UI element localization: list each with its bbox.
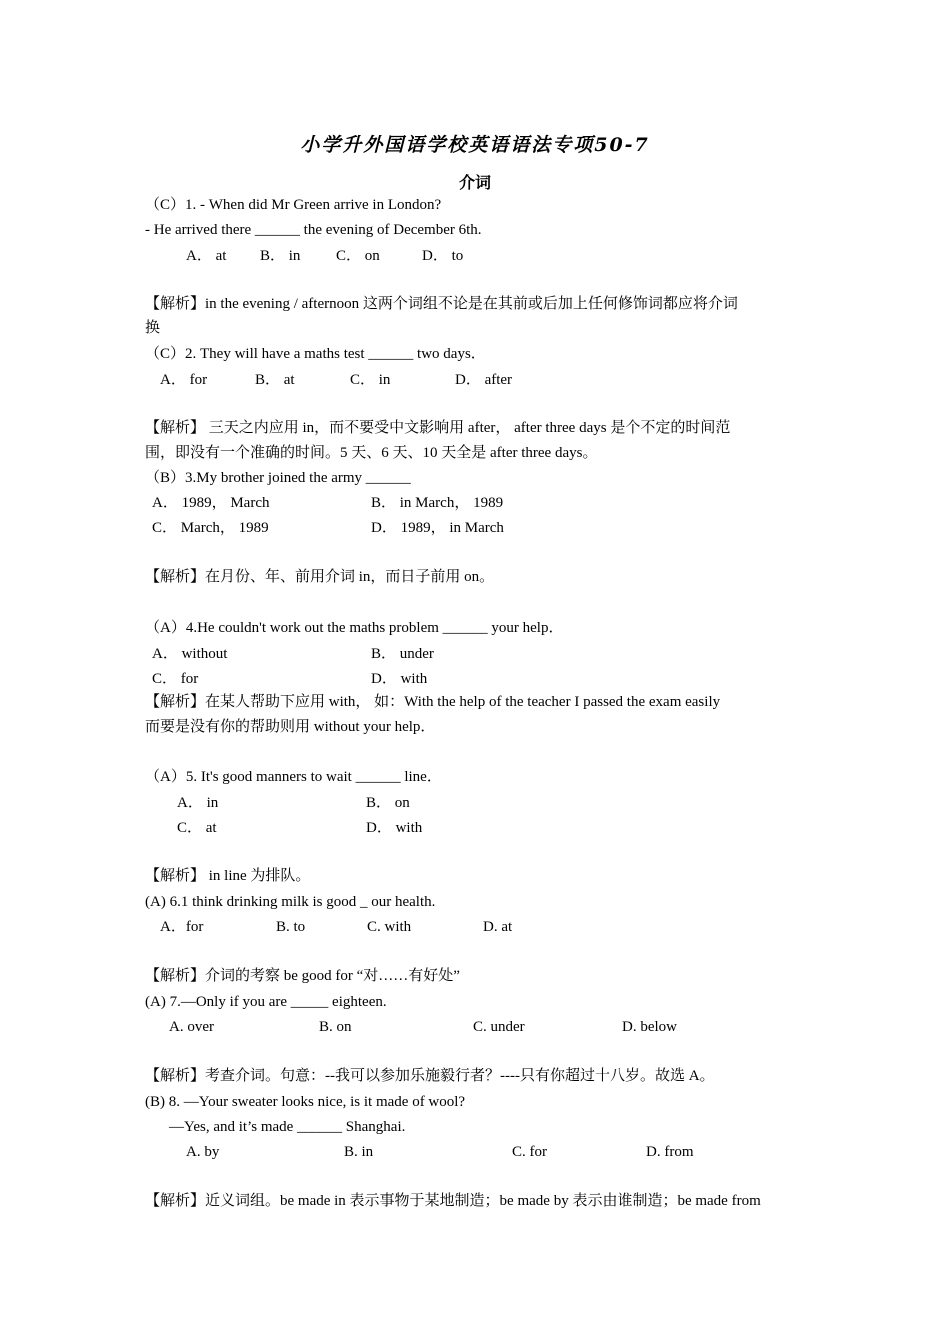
question-7-explanation: 【解析】考查介词。句意：--我可以参加乐施毅行者？----只有你超过十八岁。故选 A。 [145,1068,715,1084]
question-5-text: （A）5. It's good manners to wait ______ line． [145,769,442,785]
question-1-explanation-cont: 换 [145,320,161,336]
question-3-option-b: B． in March， 1989 [371,495,504,511]
question-1-option-b: B． in [260,248,301,264]
section-title: 介词 [458,173,491,192]
question-2-option-c: C． in [350,372,391,388]
question-7-option-b: B. on [319,1019,352,1035]
question-3-explanation: 【解析】在月份、年、前用介词 in，而日子前用 on。 [145,569,495,585]
question-5-option-c: C． at [177,820,217,836]
question-1-option-a: A． at [186,248,227,264]
question-3-option-a: A． 1989， March [152,495,270,511]
question-7-option-d: D. below [622,1019,677,1035]
question-4-option-c: C． for [152,671,199,687]
question-8-option-d: D. from [646,1144,694,1160]
question-5-explanation: 【解析】 in line 为排队。 [145,868,311,884]
question-4-option-d: D． with [371,671,428,687]
question-6-option-a: A．for [160,919,204,935]
question-5-option-b: B． on [366,795,410,811]
question-7-option-a: A. over [169,1019,214,1035]
question-5-option-d: D． with [366,820,423,836]
question-2-explanation-cont: 围，即没有一个准确的时间。5 天、6 天、10 天全是 after three days。 [145,445,598,461]
question-5-option-a: A． in [177,795,219,811]
question-4-explanation: 【解析】在某人帮助下应用 with， 如：With the help of the teacher I passed the exam easily [145,694,721,710]
question-6-option-c: C. with [367,919,412,935]
question-4-option-a: A． without [152,646,228,662]
question-1-answer-line: - He arrived there ______ the evening of December 6th. [145,222,482,238]
question-1-explanation: 【解析】in the evening / afternoon 这两个词组不论是在其前或后加上任何修饰词都应将介词 [145,296,738,312]
question-8-explanation: 【解析】近义词组。be made in 表示事物于某地制造；be made by 表示由谁制造；be made from [145,1193,761,1209]
question-2-option-b: B． at [255,372,295,388]
question-2-text: （C）2. They will have a maths test ______ two days． [145,346,486,362]
question-6-text: (A) 6.1 think drinking milk is good _ our health. [145,894,436,910]
question-2-explanation: 【解析】 三天之内应用 in，而不要受中文影响用 after， after three days 是个不定的时间范 [145,420,731,436]
question-1-option-d: D． to [422,248,464,264]
question-8-text: (B) 8. —Your sweater looks nice, is it made of wool? [145,1094,466,1110]
question-1-text: （C）1. - When did Mr Green arrive in London? [145,197,442,213]
question-6-explanation: 【解析】介词的考察 be good for “对……有好处” [145,968,460,984]
question-3-text: （B）3.My brother joined the army ______ [145,470,411,486]
question-2-option-d: D． after [455,372,513,388]
question-4-option-b: B． under [371,646,434,662]
question-4-text: （A）4.He couldn't work out the maths problem ______ your help． [145,620,564,636]
question-7-option-c: C. under [473,1019,525,1035]
question-4-explanation-cont: 而要是没有你的帮助则用 without your help． [145,719,436,735]
question-6-option-b: B. to [276,919,306,935]
question-1-option-c: C． on [336,248,380,264]
question-8-option-b: B. in [344,1144,374,1160]
question-6-option-d: D. at [483,919,513,935]
question-8-option-a: A. by [186,1144,220,1160]
question-8-answer-line: —Yes, and it’s made ______ Shanghai. [169,1119,406,1135]
question-2-option-a: A． for [160,372,208,388]
question-3-option-d: D． 1989， in March [371,520,504,536]
question-8-option-c: C. for [512,1144,547,1160]
question-3-option-c: C． March， 1989 [152,520,269,536]
page-title: 小学升外国语学校英语语法专项50-7 [300,134,650,156]
question-7-text: (A) 7.—Only if you are _____ eighteen. [145,994,387,1010]
